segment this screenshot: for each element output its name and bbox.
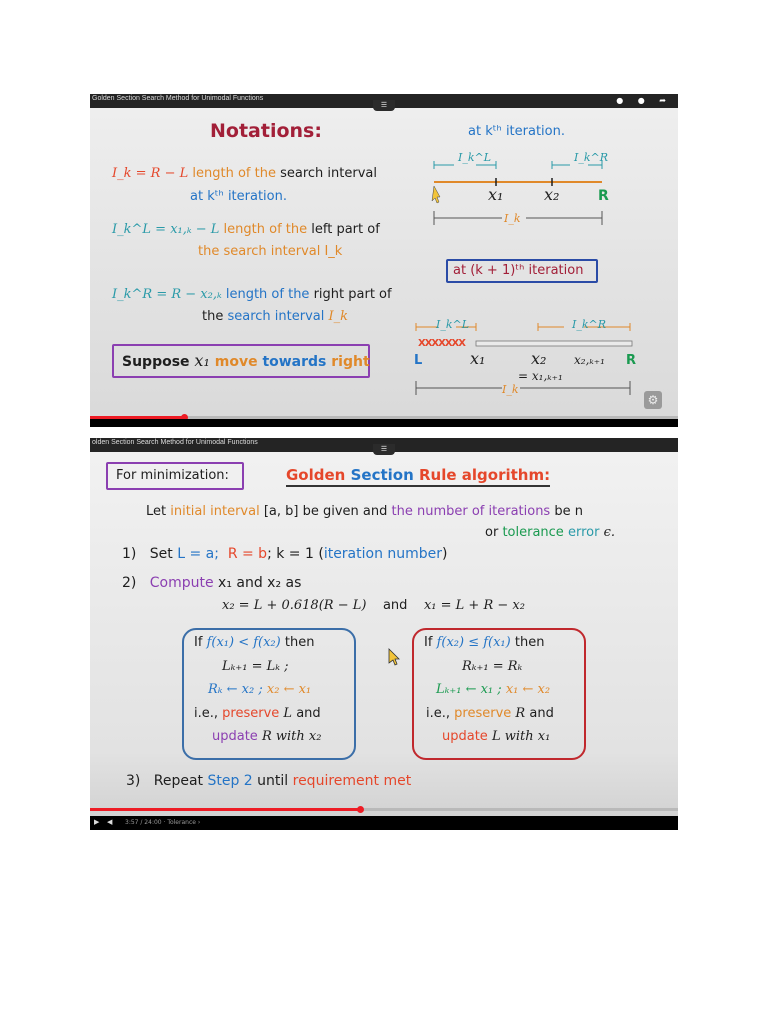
right-condition: If f(x₂) ≤ f(x₁) then [424, 635, 545, 650]
interval-diagram-k1 [410, 319, 640, 409]
notation-ikr-cont: the search interval I_k [202, 309, 349, 324]
diag2-ikl: I_k^L [436, 318, 470, 331]
play-icon[interactable]: ▶ [94, 818, 100, 826]
video-top-controls[interactable]: ● ● ➦ [616, 96, 672, 105]
step-2-formulas: x₂ = L + 0.618(R − L) and x₁ = L + R − x₂ [222, 598, 525, 613]
video2-progress-fill [90, 808, 360, 811]
diag1-x2: x₂ [544, 185, 560, 204]
cursor-icon [432, 186, 440, 203]
diag2-r: R [626, 353, 637, 368]
video2-progress-handle[interactable] [357, 806, 364, 813]
settings-gear-icon[interactable]: ⚙ [644, 391, 662, 409]
diag2-x2: x₂ [531, 349, 547, 368]
right-line-1: Rₖ₊₁ = Rₖ [462, 659, 523, 674]
video-title[interactable]: olden Section Search Method for Unimodal Functions [92, 439, 258, 446]
video-title[interactable]: Golden Section Search Method for Unimodal Functions [92, 95, 264, 102]
notation-ikl-cont: the search interval I_k [198, 244, 343, 259]
diag2-ikr: I_k^R [572, 318, 607, 331]
notation-ikl: I_k^L = x₁,ₖ − L length of the left part of [112, 222, 380, 237]
algorithm-heading: Golden Section Rule algorithm: [286, 466, 550, 487]
step-3: 3) Repeat Step 2 until requirement met [126, 773, 412, 789]
diag2-l: L [414, 353, 423, 368]
diag2-x1: x₁ [470, 349, 486, 368]
video2-control-bar[interactable] [90, 816, 678, 830]
video-player-1[interactable] [90, 94, 678, 427]
step-2: 2) Compute x₁ and x₂ as [122, 575, 302, 591]
right-line-2: Lₖ₊₁ ← x₁ ; x₁ ← x₂ [436, 682, 551, 697]
at-k-iteration-label: at kᵗʰ iteration. [468, 124, 565, 139]
step-1: 1) Set L = a; R = b; k = 1 (iteration number) [122, 546, 448, 562]
diag2-ik: I_k [502, 383, 519, 396]
cursor-icon [388, 648, 402, 666]
menu-chevron-icon[interactable]: ☰ [373, 100, 395, 111]
notation-ik-iteration: at kᵗʰ iteration. [190, 189, 287, 204]
video2-time: 3:57 / 24:00 · Tolerance › [125, 819, 201, 826]
left-line-2: Rₖ ← x₂ ; x₂ ← x₁ [208, 682, 312, 697]
volume-icon[interactable]: ◀ [107, 818, 113, 826]
menu-chevron-icon[interactable]: ☰ [373, 444, 395, 455]
diag1-r: R [598, 188, 609, 204]
notations-title: Notations: [210, 120, 322, 142]
suppose-text: Suppose x₁ move towards right [122, 351, 370, 370]
right-update: update L with x₁ [442, 729, 551, 744]
left-condition: If f(x₁) < f(x₂) then [194, 635, 315, 650]
diag2-discarded-crosses: XXXXXXX [418, 338, 465, 349]
video-player-2[interactable] [90, 438, 678, 830]
right-preserve: i.e., preserve R and [426, 706, 554, 721]
next-iteration-label: at (k + 1)ᵗʰ iteration [453, 263, 584, 278]
diag2-x2k1: x₂,ₖ₊₁ [574, 353, 605, 367]
diag2-equals-x1k1: = x₁,ₖ₊₁ [518, 369, 563, 383]
notation-ik: I_k = R − L length of the search interval [112, 166, 377, 181]
left-line-1: Lₖ₊₁ = Lₖ ; [222, 659, 289, 674]
left-update: update R with x₂ [212, 729, 322, 744]
intro-line-2: or tolerance error ϵ. [485, 525, 615, 540]
video2-progress-bar[interactable] [90, 808, 678, 811]
diag1-ik: I_k [504, 212, 521, 225]
notation-ikr: I_k^R = R − x₂,ₖ length of the right part of [112, 287, 392, 302]
intro-line-1: Let initial interval [a, b] be given and the number of iterations be n [146, 504, 583, 519]
diag1-ikl: I_k^L [458, 151, 492, 164]
diag1-ikr: I_k^R [574, 151, 609, 164]
for-minimization-label: For minimization: [116, 468, 229, 483]
left-preserve: i.e., preserve L and [194, 706, 321, 721]
diag1-x1: x₁ [488, 185, 504, 204]
video1-control-bar[interactable] [90, 419, 678, 427]
